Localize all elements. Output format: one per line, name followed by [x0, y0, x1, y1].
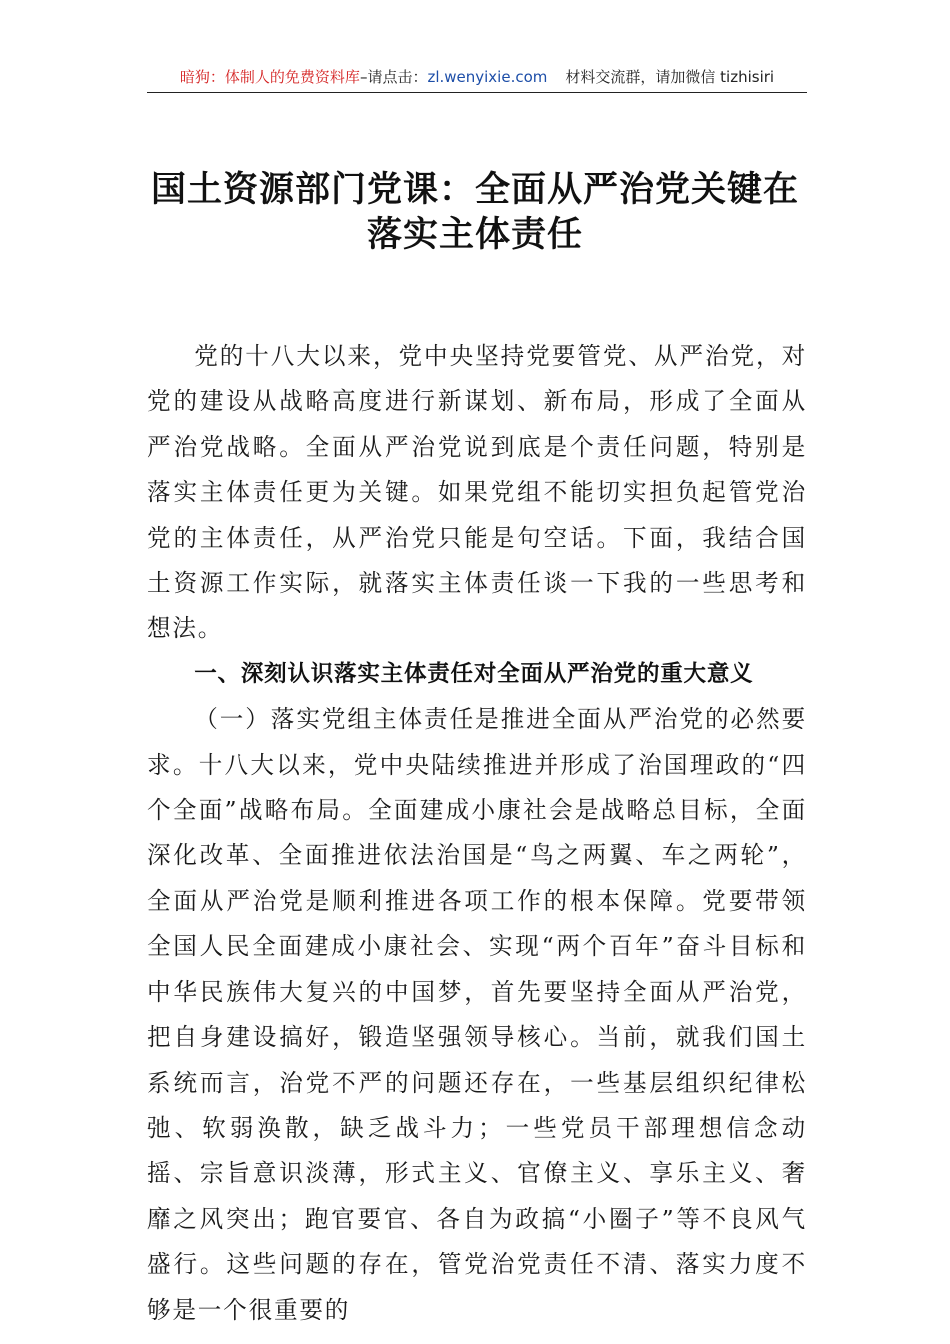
intro-paragraph: 党的十八大以来，党中央坚持党要管党、从严治党，对党的建设从战略高度进行新谋划、新布局，形成了全面从严治党战略。全面从严治党说到底是个责任问题，特别是落实主体责任更为关键。如果党组不能切实担负起管党治党的主体责任，从严治党只能是句空话。下面，我结合国土资源工作实际，就落实主体责任谈一下我的一些思考和想法。	[147, 342, 807, 643]
document-body	[147, 334, 807, 1333]
document-title-line-1: 国土资源部门党课：全面从严治党关键在	[150, 169, 799, 210]
page-header	[147, 62, 807, 93]
header-group-text: 材料交流群，请加微信 tizhisiri	[565, 68, 775, 86]
document-title-line-2: 落实主体责任	[366, 214, 583, 255]
section-1-paragraph-1: （一）落实党组主体责任是推进全面从严治党的必然要求。十八大以来，党中央陆续推进并形成了治国理政的“四个全面”战略布局。全面建成小康社会是战略总目标，全面深化改革、全面推进依法治国是“鸟之两翼、车之两轮”，全面从严治党是顺利推进各项工作的根本保障。党要带领全国人民全面建成小康社会、实现“两个百年”奋斗目标和中华民族伟大复兴的中国梦，首先要坚持全面从严治党，把自身建设搞好，锻造坚强领导核心。当前，就我们国土系统而言，治党不严的问题还存在，一些基层组织纪律松弛、软弱涣散，缺乏战斗力；一些党员干部理想信念动摇、宗旨意识淡薄，形式主义、官僚主义、享乐主义、奢靡之风突出；跑官要官、各自为政搞“小圈子”等不良风气盛行。这些问题的存在，管党治党责任不清、落实力度不够是一个很重要的	[147, 705, 807, 1324]
header-site-name: 暗狗：体制人的免费资料库	[179, 68, 360, 86]
section-1-heading: 一、深刻认识落实主体责任对全面从严治党的重大意义	[194, 660, 754, 687]
header-link-url[interactable]: zl.wenyixie.com	[427, 68, 548, 86]
header-link-prompt: –请点击：	[359, 68, 428, 86]
